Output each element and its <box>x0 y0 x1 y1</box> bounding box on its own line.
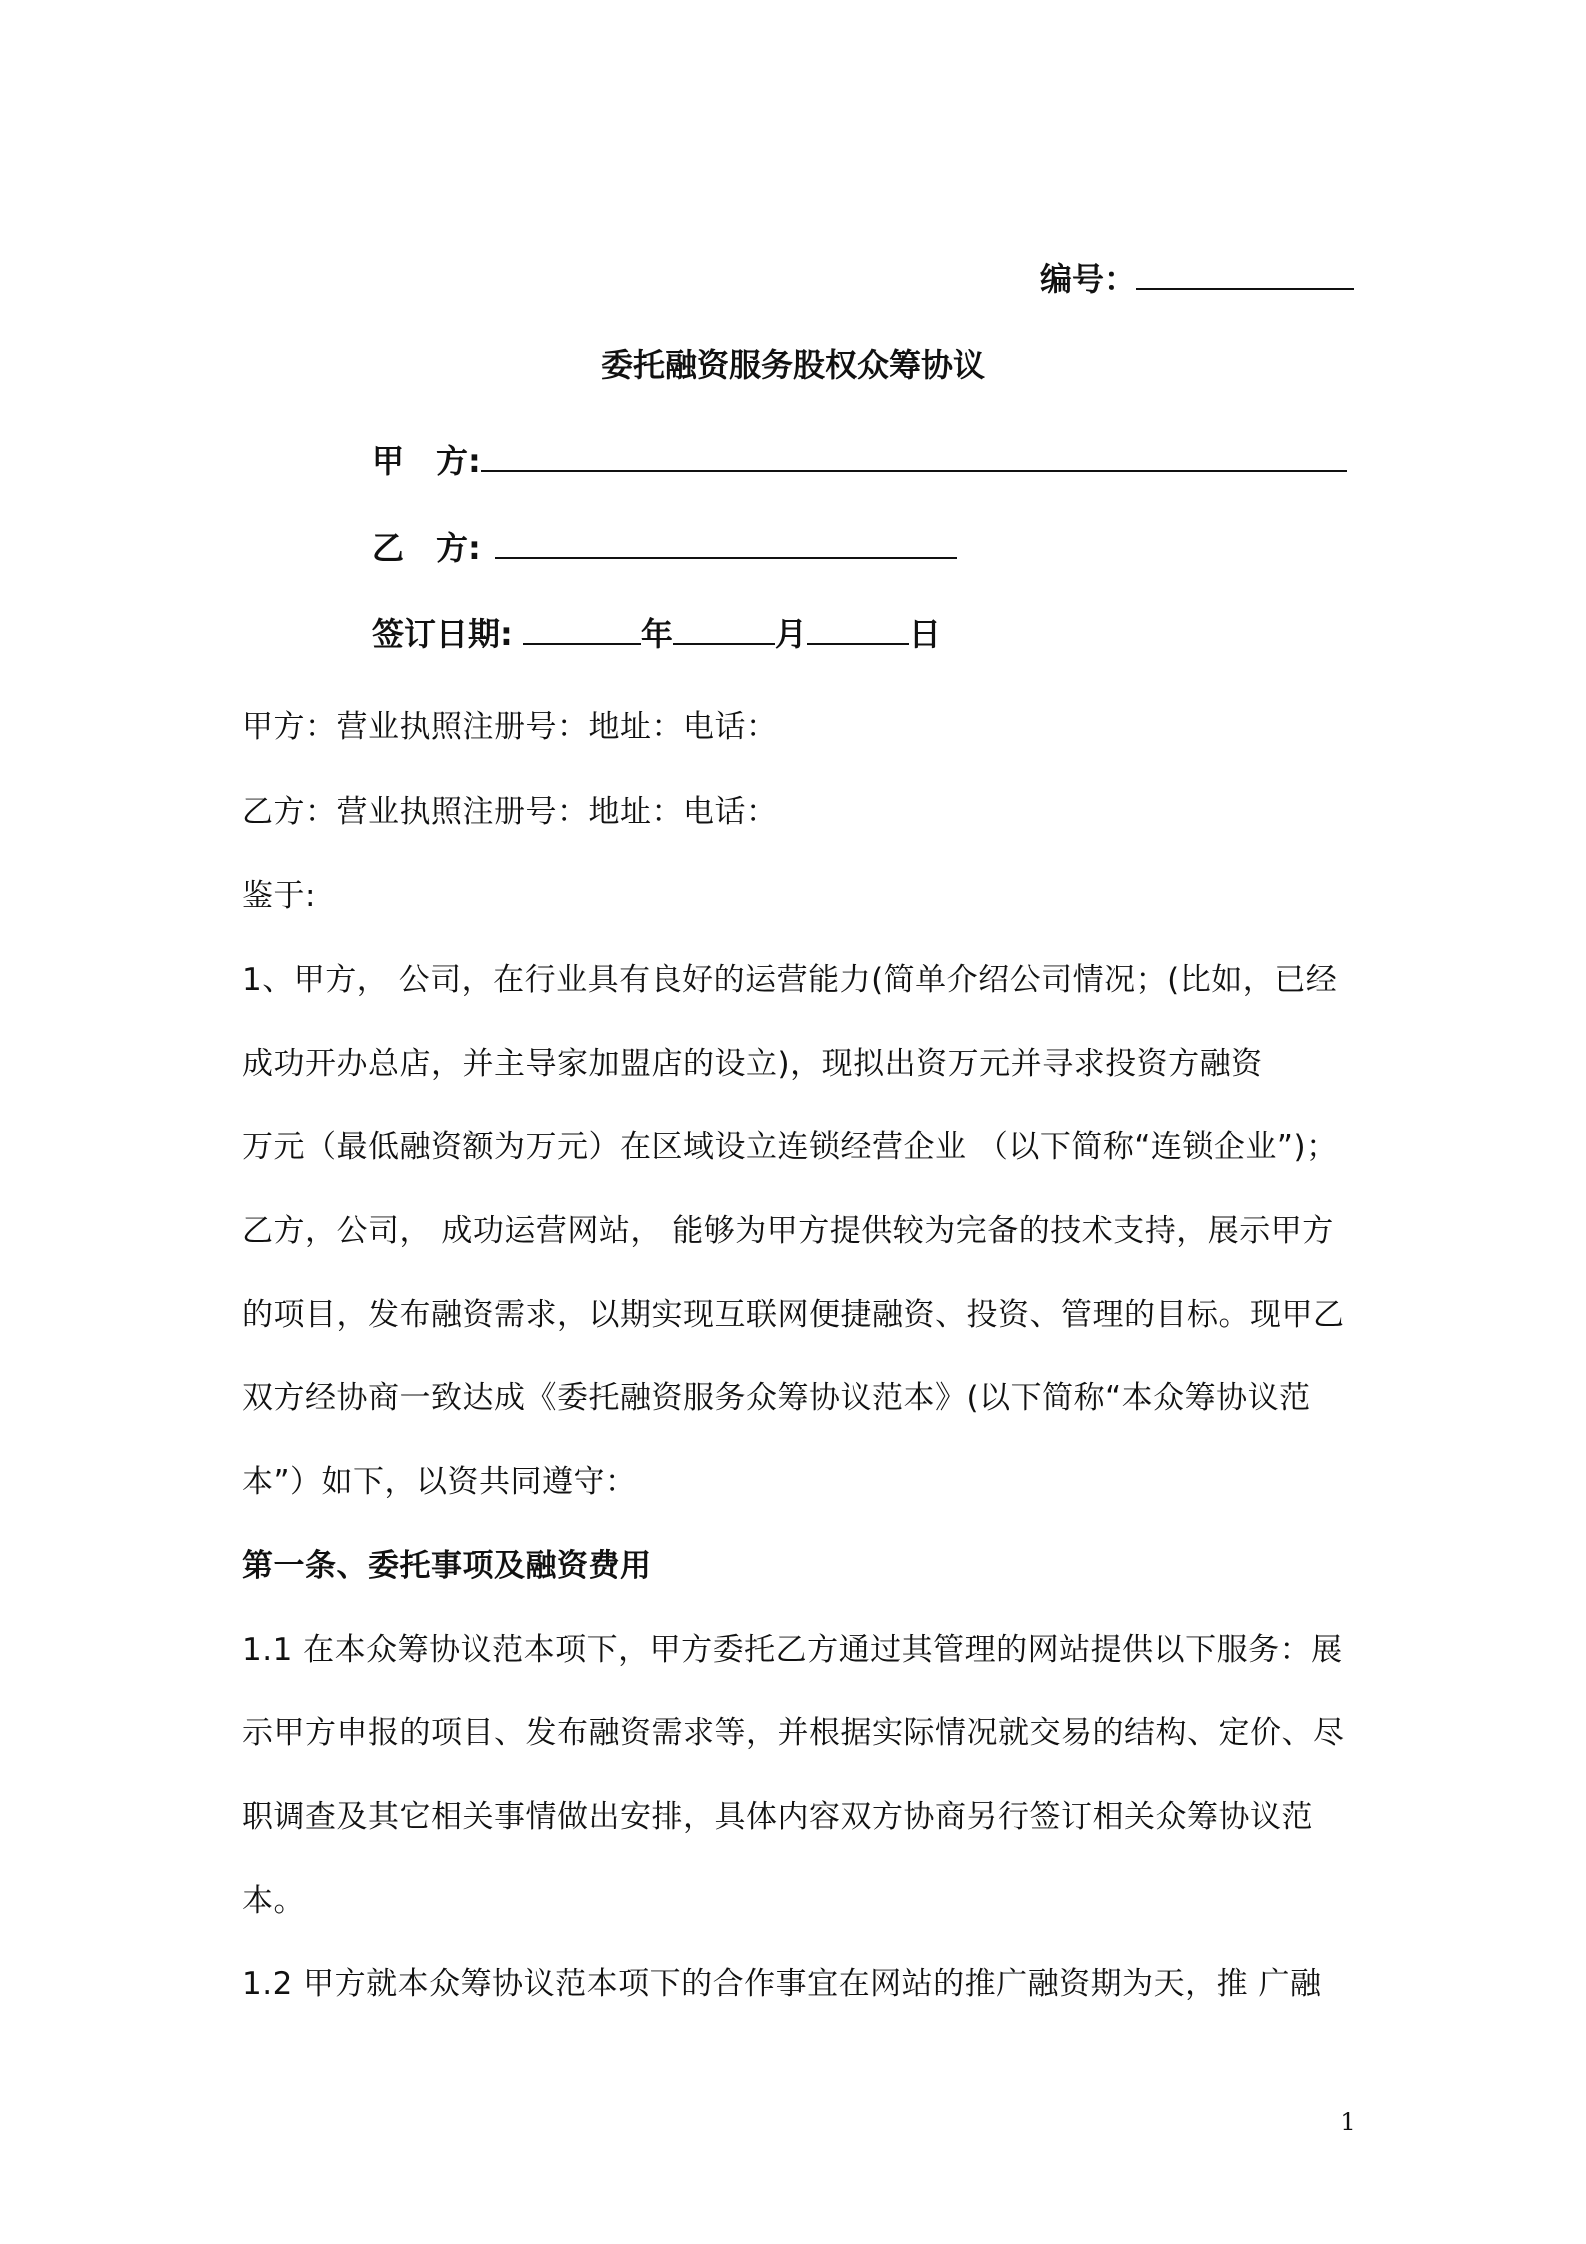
page-number: 1 <box>1340 2108 1356 2136</box>
whereas-label: 鉴于: <box>242 878 316 914</box>
party-a-blank[interactable] <box>481 440 1347 472</box>
section-1-1-line-2: 示甲方申报的项目、发布融资需求等，并根据实际情况就交易的结构、定价、尽 <box>242 1715 1345 1751</box>
party-a-field <box>372 440 1347 481</box>
party-a-info: 甲方：营业执照注册号：地址：电话： <box>242 709 778 745</box>
date-year-label: 年 <box>640 615 673 653</box>
section-1-1-line-3: 职调查及其它相关事情做出安排，具体内容双方协商另行签订相关众筹协议范 <box>242 1799 1313 1835</box>
section-1-2-line-1: 1.2 甲方就本众筹协议范本项下的合作事宜在网站的推广融资期为天，推 广融 <box>242 1966 1322 2002</box>
section-1-1-line-4: 本。 <box>242 1883 305 1919</box>
party-b-blank[interactable] <box>495 527 957 559</box>
document-title: 委托融资服务股权众筹协议 <box>600 346 985 384</box>
section-1-1-line-1: 1.1 在本众筹协议范本项下，甲方委托乙方通过其管理的网站提供以下服务：展 <box>242 1632 1343 1668</box>
document-number-field <box>1040 258 1354 299</box>
paragraph-2-line-1: 乙方，公司， 成功运营网站， 能够为甲方提供较为完备的技术支持，展示甲方 <box>242 1213 1334 1249</box>
paragraph-2-line-4: 本”）如下，以资共同遵守： <box>242 1464 637 1500</box>
party-b-label: 乙 方: <box>372 529 481 567</box>
date-day-blank[interactable] <box>807 613 909 645</box>
paragraph-1-line-2: 成功开办总店，并主导家加盟店的设立)，现拟出资万元并寻求投资方融资 <box>242 1046 1263 1082</box>
article-1-heading: 第一条、委托事项及融资费用 <box>242 1548 652 1584</box>
signing-date-label: 签订日期: <box>372 615 513 653</box>
date-month-label: 月 <box>774 615 807 653</box>
date-year-blank[interactable] <box>523 613 641 645</box>
date-day-label: 日 <box>908 615 941 653</box>
paragraph-2-line-3: 双方经协商一致达成《委托融资服务众筹协议范本》(以下简称“本众筹协议范 <box>242 1380 1311 1416</box>
date-month-blank[interactable] <box>673 613 775 645</box>
signing-date-field <box>372 613 941 654</box>
party-b-field <box>372 527 957 568</box>
paragraph-2-line-2: 的项目，发布融资需求，以期实现互联网便捷融资、投资、管理的目标。现甲乙 <box>242 1297 1345 1333</box>
party-a-label: 甲 方: <box>372 442 481 480</box>
document-number-label: 编号： <box>1040 260 1137 298</box>
document-number-blank[interactable] <box>1136 258 1354 290</box>
party-b-info: 乙方：营业执照注册号：地址：电话： <box>242 794 778 830</box>
paragraph-1-line-1: 1、甲方， 公司，在行业具有良好的运营能力(简单介绍公司情况；(比如，已经 <box>242 962 1338 998</box>
paragraph-1-line-3: 万元（最低融资额为万元）在区域设立连锁经营企业 （以下简称“连锁企业”)； <box>242 1129 1338 1165</box>
